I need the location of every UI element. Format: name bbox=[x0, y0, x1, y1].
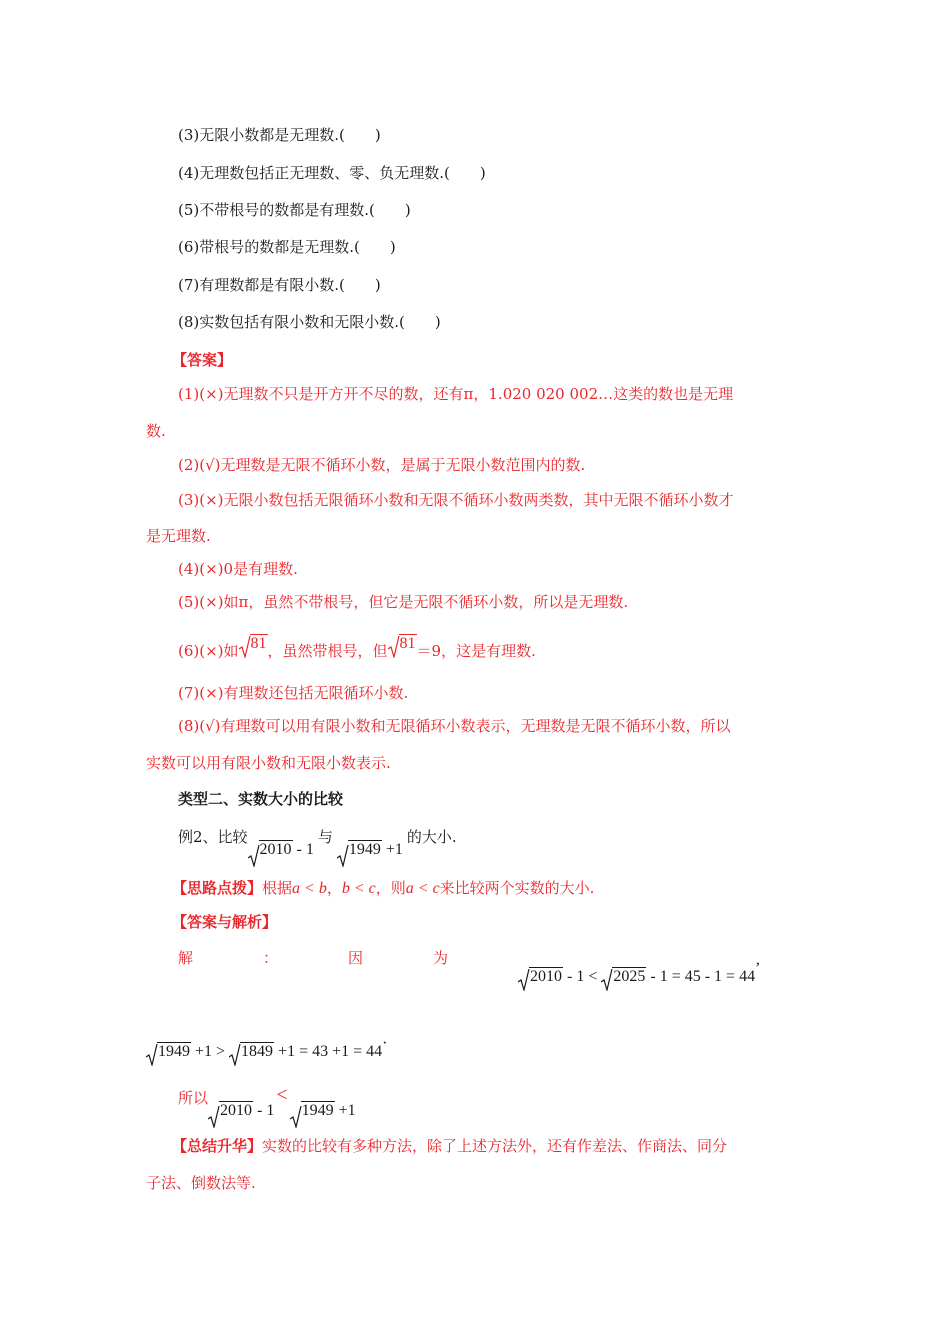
radical-sign-icon bbox=[290, 1106, 302, 1128]
question-3: (3)无限小数都是无理数.( ) bbox=[178, 126, 381, 144]
sqrt-1949: 1949 bbox=[337, 833, 382, 867]
inequality-a-b: a < b bbox=[292, 880, 327, 897]
answer-8-line1: (8)(√)有理数可以用有限小数和无限循环小数表示，无理数是无限不循环小数，所以 bbox=[178, 717, 731, 735]
question-5: (5)不带根号的数都是有理数.( ) bbox=[178, 201, 411, 219]
summary-line1: 【总结升华】实数的比较有多种方法，除了上述方法外，还有作差法、作商法、同分 bbox=[172, 1137, 728, 1155]
question-6: (6)带根号的数都是无理数.( ) bbox=[178, 238, 396, 256]
solution-intro: 解 ： 因 为 bbox=[178, 949, 448, 967]
radical-sign-icon bbox=[518, 969, 530, 991]
example-2: 例2、比较 2010 - 1与 1949 +1的大小. bbox=[178, 820, 457, 867]
answer-8-line2: 实数可以用有限小数和无限小数表示. bbox=[146, 754, 391, 772]
solution-eq-2: 1949 +1 > 1849 +1 = 43 +1 = 44· bbox=[146, 1030, 387, 1066]
summary-line2: 子法、倒数法等. bbox=[146, 1174, 256, 1192]
answer-6 bbox=[178, 630, 536, 665]
solution-conclusion: 所以 2010 - 1< 1949 +1 bbox=[178, 1078, 356, 1128]
solution-eq-1: 2010 - 1 < 2025 - 1 = 45 - 1 = 44’ bbox=[518, 955, 760, 991]
answer-1-line2: 数. bbox=[146, 422, 166, 440]
question-4: (4)无理数包括正无理数、零、负无理数.( ) bbox=[178, 164, 486, 182]
sqrt-2010: 2010 bbox=[248, 833, 293, 867]
radical-sign-icon bbox=[248, 845, 260, 867]
inequality-b-c: b < c bbox=[341, 880, 376, 897]
hint-line: 【思路点拨】根据a < b，b < c，则a < c来比较两个实数的大小. bbox=[172, 879, 595, 897]
example-2-prefix: 例2、比较 bbox=[178, 828, 248, 846]
answer-heading: 【答案】 bbox=[172, 351, 233, 369]
answer-1-line1: (1)(×)无理数不只是开方开不尽的数，还有π，1.020 020 002…这类的数也是无理 bbox=[178, 385, 734, 403]
radical-sign-icon bbox=[146, 1044, 158, 1066]
answer-5: (5)(×)如π，虽然不带根号，但它是无限不循环小数，所以是无理数. bbox=[178, 593, 629, 611]
radical-sign-icon bbox=[229, 1044, 241, 1066]
answer-6-suffix: ＝9，这是有理数. bbox=[416, 642, 536, 660]
answer-6-mid: ，虽然带根号，但 bbox=[267, 642, 388, 660]
question-8: (8)实数包括有限小数和无限小数.( ) bbox=[178, 313, 441, 331]
sqrt-81-a: 81 bbox=[239, 630, 268, 658]
radical-sign-icon bbox=[388, 636, 400, 658]
summary-label: 【总结升华】 bbox=[172, 1137, 263, 1155]
example-2-connector: 与 bbox=[317, 828, 333, 846]
inequality-a-c: a < c bbox=[405, 880, 440, 897]
hint-label: 【思路点拨】 bbox=[172, 879, 263, 897]
answer-2: (2)(√)无理数是无限不循环小数，是属于无限小数范围内的数. bbox=[178, 456, 586, 474]
less-than-sign: < bbox=[276, 1084, 288, 1106]
answer-3-line2: 是无理数. bbox=[146, 527, 211, 545]
answer-3-line1: (3)(×)无限小数包括无限循环小数和无限不循环小数两类数，其中无限不循环小数才 bbox=[178, 491, 734, 509]
answer-4: (4)(×)0是有理数. bbox=[178, 560, 298, 578]
radical-sign-icon bbox=[239, 636, 251, 658]
answer-6-prefix: (6)(×)如 bbox=[178, 642, 239, 660]
radical-sign-icon bbox=[601, 969, 613, 991]
example-2-suffix: 的大小. bbox=[406, 828, 457, 846]
answer-7: (7)(×)有理数还包括无限循环小数. bbox=[178, 684, 409, 702]
analysis-heading: 【答案与解析】 bbox=[172, 913, 278, 931]
radical-sign-icon bbox=[208, 1106, 220, 1128]
question-7: (7)有理数都是有限小数.( ) bbox=[178, 276, 381, 294]
type2-heading: 类型二、实数大小的比较 bbox=[178, 790, 344, 808]
radical-sign-icon bbox=[337, 845, 349, 867]
sqrt-81-b: 81 bbox=[388, 630, 417, 658]
